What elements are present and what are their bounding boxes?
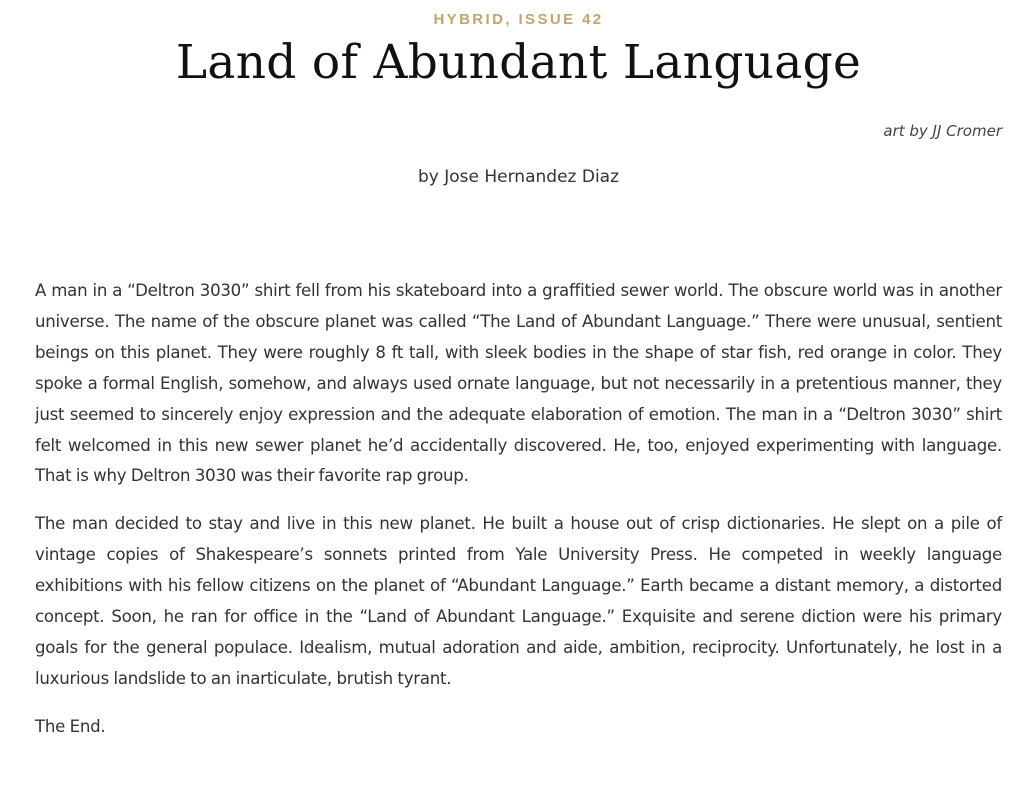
article	[35, 0, 1002, 760]
art-credit: art by JJ Cromer	[883, 122, 1002, 140]
body-paragraph: The man decided to stay and live in this new planet. He built a house out of crisp dictionaries. He slept on a pile of vintage copies of Shakespeare’s sonnets printed from Yale University Press. He competed in weekly language exhibitions with his fellow citizens on the planet of “Abundant Language.” Earth became a distant memory, a distorted concept. Soon, he ran for office in the “Land of Abundant Language.” Exquisite and serene diction were his primary goals for the general populace. Idealism, mutual adoration and aide, ambition, reciprocity. Unfortunately, he lost in a luxurious landslide to an inarticulate, brutish tyrant.	[35, 514, 1002, 688]
issue-category[interactable]: HYBRID, ISSUE 42	[433, 11, 604, 28]
article-body	[35, 276, 1002, 743]
body-paragraph: A man in a “Deltron 3030” shirt fell from his skateboard into a graffitied sewer world. The obscure world was in another universe. The name of the obscure planet was called “The Land of Abundant Language.” There were unusual, sentient beings on this planet. They were roughly 8 ft tall, with sleek bodies in the shape of star fish, red orange in color. They spoke a formal English, somehow, and always used ornate language, but not necessarily in a pretentious manner, they just seemed to sincerely enjoy expression and the adequate elaboration of emotion. The man in a “Deltron 3030” shirt felt welcomed in this new sewer planet he’d accidentally discovered. He, too, enjoyed experimenting with language. That is why Deltron 3030 was their favorite rap group.	[35, 281, 1002, 486]
author-byline: by Jose Hernandez Diaz	[417, 167, 620, 187]
page-title: Land of Abundant Language	[175, 35, 862, 90]
closing-line: The End.	[35, 716, 106, 736]
